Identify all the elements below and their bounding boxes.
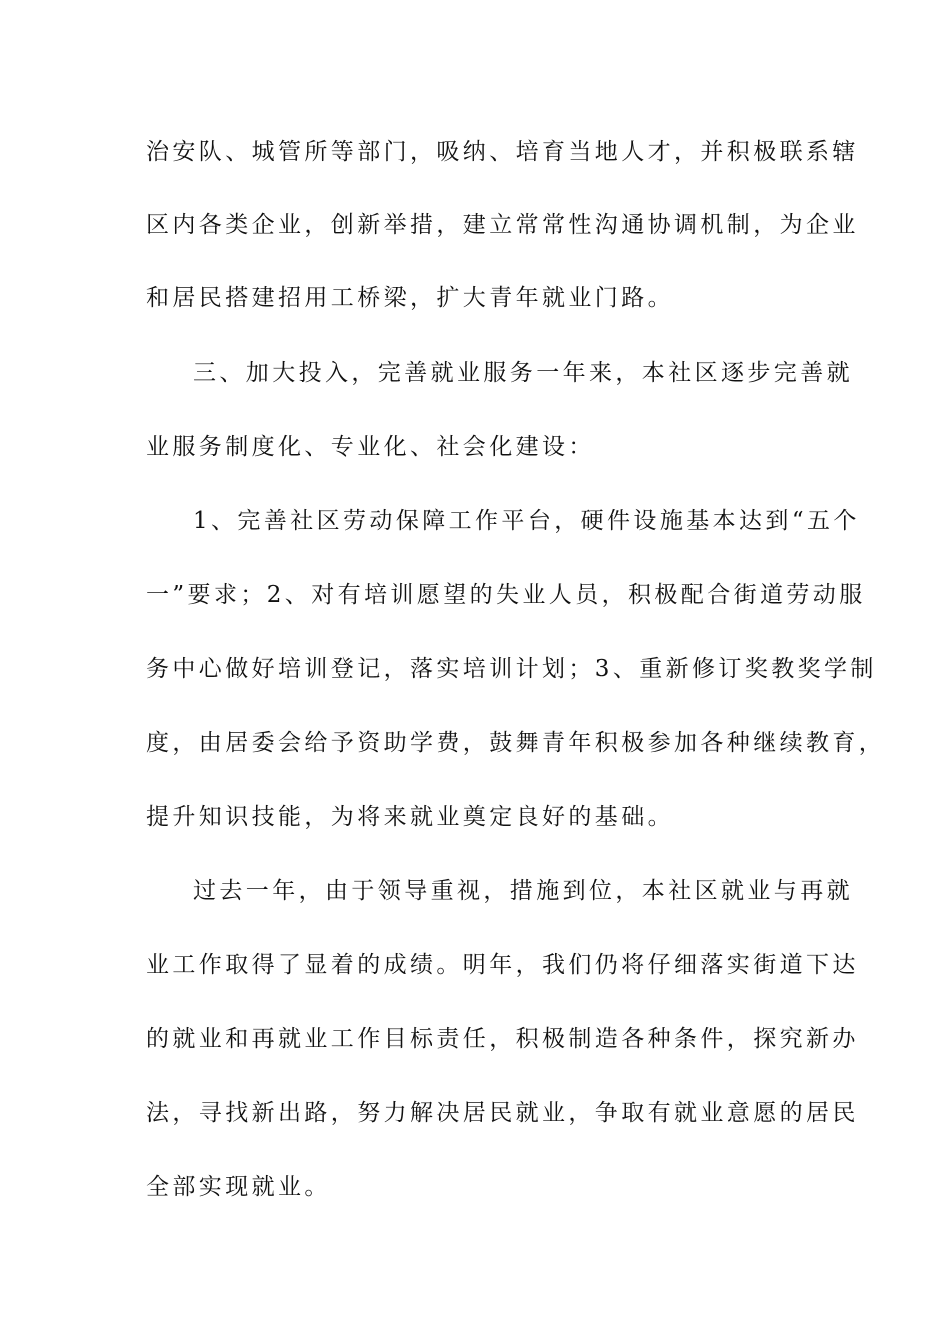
text-line: 度，由居委会给予资助学费，鼓舞青年积极参加各种继续教育， — [146, 730, 886, 756]
paragraph-start-line: 三、加大投入，完善就业服务一年来，本社区逐步完善就 — [193, 360, 853, 386]
text-line: 全部实现就业。 — [146, 1174, 331, 1200]
text-line: 提升知识技能，为将来就业奠定良好的基础。 — [146, 804, 674, 830]
text-line: 和居民搭建招用工桥梁，扩大青年就业门路。 — [146, 285, 674, 311]
text-line: 业工作取得了显着的成绩。明年，我们仍将仔细落实街道下达 — [146, 952, 859, 978]
paragraph-start-line: 过去一年，由于领导重视，措施到位，本社区就业与再就 — [193, 878, 853, 904]
text-line: 法，寻找新出路，努力解决居民就业，争取有就业意愿的居民 — [146, 1100, 859, 1126]
text-line: 一”要求；2、对有培训愿望的失业人员，积极配合街道劳动服 — [146, 582, 866, 608]
paragraph-start-line: 1、完善社区劳动保障工作平台，硬件设施基本达到“五个 — [193, 508, 860, 534]
text-line: 区内各类企业，创新举措，建立常常性沟通协调机制，为企业 — [146, 212, 859, 238]
text-line: 务中心做好培训登记，落实培训计划；3、重新修订奖教奖学制 — [146, 656, 877, 682]
text-line: 的就业和再就业工作目标责任，积极制造各种条件，探究新办 — [146, 1026, 859, 1052]
text-line: 治安队、城管所等部门，吸纳、培育当地人才，并积极联系辖 — [146, 139, 859, 165]
text-line: 业服务制度化、专业化、社会化建设： — [146, 434, 595, 460]
